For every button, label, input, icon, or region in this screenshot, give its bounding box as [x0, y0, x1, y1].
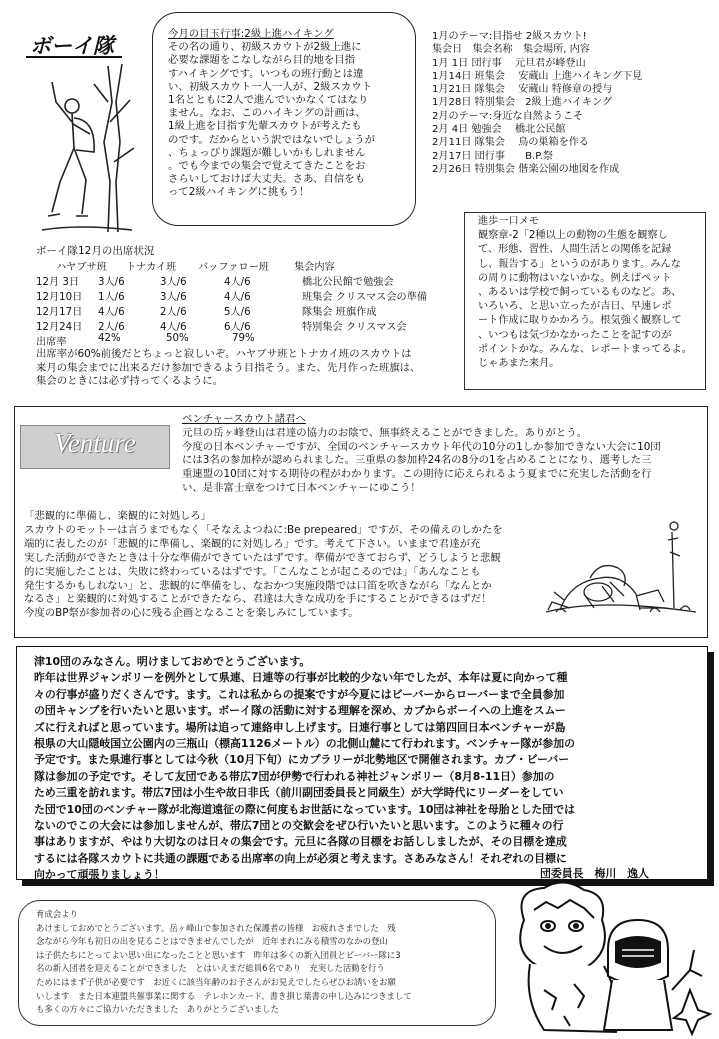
leader-line: の団キャンプを行いたいと思います。ボーイ隊の活動に対する理解を深め、カブからボーイへの上進をスムー — [34, 704, 566, 718]
motto-line: 実した活動ができたときは十分な準備ができていたはずです。準備ができておらず、どうしようと悲観 — [24, 551, 501, 564]
leader-line: 根県の大山隠岐国立公園内の三瓶山（標高1126メートル）の北側山麓にて行われます。ベンチャー隊が参加の — [34, 737, 575, 751]
feature-event-line: 必要な課題をこなしながら目的地を目指 — [168, 54, 356, 67]
leader-signature: 団委員長 梅川 逸人 — [540, 867, 649, 880]
attendance-cell: 4人/6 — [98, 307, 125, 318]
leader-message — [34, 654, 698, 884]
attendance-row — [36, 318, 466, 331]
memo-line: 、いつもは気づかなかったことを記すのが — [478, 329, 672, 341]
attendance-cell: 特別集会 クリスマス会 — [302, 322, 407, 333]
parents-line: ためにはまず子供が必要です お近くに該当年齢のお子さんがお見えでしたらぜひお誘いをお願 — [36, 976, 396, 987]
attendance-cell: 1人/6 — [98, 292, 125, 303]
attendance-cell: 橋北公民館で勉強会 — [302, 277, 394, 288]
attendance-cell: 12月17日 — [36, 307, 83, 318]
feature-event-line: 1名とともに2人で進んでいかなくてはなり — [168, 94, 369, 107]
attendance-cell: 50% — [166, 333, 189, 344]
feature-event-line: すハイキングです。いつもの班行動とは違 — [168, 67, 364, 80]
motto-line: 今度のBP祭が参加者の心に残る企画となることを楽しみにしています。 — [24, 607, 359, 620]
attendance-cell: 79% — [232, 333, 255, 344]
attendance-row — [36, 273, 466, 286]
feature-event-text — [168, 28, 408, 200]
leader-line: 隊は参加の予定です。そして友団である帯広7団が伊勢で行われる神社ジャンボリー（8月8-11日）参加の — [34, 769, 555, 783]
attendance-cell: 班集会 クリスマス会の準備 — [302, 292, 428, 303]
attendance-cell: 3人/6 — [98, 277, 125, 288]
venture-line: には3名の参加枠が認められました。三重県の参加枠24名の8分の1を占めることになり、選考した三 — [182, 454, 652, 467]
memo-line: し、報告する」というのがあります。みんな — [478, 258, 681, 270]
attendance-title: ボーイ隊12月の出席状況 — [36, 245, 155, 257]
attendance-note-line: 出席率が60%前後だとちょっと寂しいぞ。ハヤブサ班とトナカイ班のスカウトは — [36, 348, 412, 360]
attendance-cell: 出席率 — [36, 337, 67, 348]
parents-line: いします また日本連盟共催事業に関する テレホンカード、書き損じ葉書の申し込みにつきまして — [36, 990, 412, 1001]
venture-line: 重連盟の10団に対する期待の程がわかります。この期待に応えられるよう夏までに充実した活動を行 — [182, 468, 652, 481]
motto-message — [24, 510, 544, 621]
schedule-line: 2月26日 特別集会 偕楽公園の地図を作成 — [432, 163, 620, 175]
attendance-col-header: バッファロー班 — [198, 262, 270, 273]
schedule-line: 2月11日 隊集会 鳥の巣箱を作る — [432, 137, 589, 149]
attendance-cell: 4人/6 — [224, 277, 251, 288]
parents-line: も多くの方々にご協力いただきました ありがとうございました — [36, 1004, 279, 1015]
leader-line: 津10団のみなさん。明けましておめでとうございます。 — [34, 655, 311, 668]
boy-scout-title: ボーイ隊 — [30, 30, 114, 60]
schedule-line: 2月17日 団行事 B.P.祭 — [432, 150, 554, 162]
motto-line: スカウトのモットーは言うまでもなく「そなえよつねに:Be prepeared」ですが、その備えのしかたを — [24, 523, 503, 536]
parents-association-message — [36, 908, 488, 1017]
schedule-line: 1月14日 班集会 安蔵山 上進ハイキング下見 — [432, 70, 643, 82]
attendance-cell: 2人/6 — [98, 322, 125, 333]
venture-message — [182, 413, 702, 496]
feature-event-title: 今月の目玉行事:2級上進ハイキング — [168, 28, 334, 40]
feature-event-line: って2級ハイキングに挑もう！ — [168, 186, 310, 199]
parents-title: 育成会より — [36, 909, 78, 919]
feature-event-line: い、初級スカウト一人一人が、2級スカウト — [168, 80, 373, 93]
parents-line: は子供たちにとってよい思い出になったことと思います 昨年は多くの新入団員とビーバー隊に3 — [36, 949, 401, 960]
parents-line: 名の新入団者を迎えることができました とはいえまだ総員6名であり 充実した活動を行う — [36, 963, 385, 974]
feature-event-line: さらいしておけば大丈夫。さあ、自信をも — [168, 173, 366, 186]
schedule-line: 1月21日 隊集会 安蔵山 特修章の授与 — [432, 84, 613, 96]
schedule-line: 2月のテーマ:身近な自然ようこそ — [432, 110, 584, 122]
leader-line: た団で10団のベンチャー隊が北海道遠征の際に何度もお世話になっています。10団は神社を母胎とした団では — [34, 802, 575, 816]
attendance-col-header: ハヤブサ班 — [56, 262, 107, 273]
venture-line: 今度の日本ベンチャーですが、全国のベンチャースカウト年代の10分の1しか参加できない大会に10団 — [182, 440, 661, 453]
memo-line: 観察章-2「2種以上の動物の生態を観察し — [478, 230, 668, 242]
feature-event-line: のです。だからという訳ではないでしょうが — [168, 133, 375, 146]
attendance-cell: 2人/6 — [160, 307, 187, 318]
attendance-row — [36, 303, 466, 316]
progress-memo-text — [478, 215, 702, 371]
memo-line: の周りに動物はいないかな。例えばペット — [478, 272, 672, 284]
feature-event-line: その名の通り、初級スカウトが2級上進に — [168, 41, 362, 54]
attendance-col-header: 集会内容 — [294, 262, 335, 273]
memo-line: ポイントかな。みんな、レポートまってるよ。 — [478, 343, 692, 355]
attendance-note-line: 来月の集会までに出来るだけ参加できるよう目指そう。また、先月作った班旗は、 — [36, 361, 421, 374]
attendance-cell: 4人/6 — [160, 322, 187, 333]
memo-line: て、形態、習性、人間生活との関係を記録 — [478, 244, 672, 256]
feature-event-line: 。でも今までの集会で覚えてきたことをお — [168, 160, 366, 173]
leader-line: 事はありますが、やはり大切なのは日々の集会です。元旦に各隊の目標をお話ししましたが、その目標を達成 — [34, 835, 567, 849]
attendance-cell: 3人/6 — [160, 292, 187, 303]
attendance-note — [36, 348, 456, 389]
schedule-line: 2月 4日 勉強会 橋北公民館 — [432, 124, 566, 136]
monthly-schedule — [432, 30, 702, 176]
attendance-cell: 12月24日 — [36, 322, 83, 333]
attendance-cell: 3人/6 — [160, 277, 187, 288]
attendance-header — [36, 258, 456, 271]
attendance-cell: 42% — [98, 333, 121, 344]
attendance-cell: 4人/6 — [224, 292, 251, 303]
attendance-cell: 12月 3日 — [36, 277, 80, 288]
leader-line: ため三重を訪れます。帯広7団は小生や故日非氏（前川副団委員長と同級生）が大学時代にリーダーをしてい — [34, 786, 564, 800]
attendance-note-line: 集会のときには必ず持ってくるように。 — [36, 375, 224, 388]
venture-title: ベンチャースカウト諸君へ — [182, 413, 306, 425]
leader-line: ないのでこの大会には参加しませんが、帯広7団との交歓会をぜひ行いたいと思います。このように種々の行 — [34, 819, 564, 833]
motto-line: 的に実施したことは、失敗に終わっているはずです。「こんなことが起こるのでは」「あんなことも — [24, 565, 481, 578]
schedule-line: 1月のテーマ:目指せ 2級スカウト! — [432, 31, 587, 42]
leader-line: 予定です。また県連行事としては今秋（10月下旬）にカプラリーが北勢地区で開催されます。カブ・ビーバー — [34, 753, 570, 767]
attendance-rate-row — [36, 333, 466, 346]
leader-line: ズに行えればと思っています。場所は追って連絡申し上げます。日連行事としては第四回日本ベンチャーが島 — [34, 720, 566, 734]
leader-line: 昨年は世界ジャンボリーを例外として県連、日連等の行事が比較的少ない年でしたが、本年は夏に向かって種 — [34, 671, 568, 685]
attendance-col-header: トナカイ班 — [126, 262, 177, 273]
memo-line: 、あるいは学校で飼っているものなど。あ、 — [478, 287, 682, 299]
leader-line: 向かって頑張りましょう！ — [34, 868, 165, 882]
attendance-cell: 5人/6 — [224, 307, 251, 318]
venture-line: 元旦の岳ヶ峰登山は君達の協力のお陰で、無事終えることができました。ありがとう。 — [182, 426, 588, 439]
memo-line: いろいろ、と思い立ったが吉日、早速レポ — [478, 301, 672, 313]
memo-line: ート作成に取りかかろう。根気強く観察して — [478, 315, 682, 327]
schedule-line: 1月 1日 団行事 元旦君が峰登山 — [432, 57, 586, 69]
parents-line: あけましておめでとうございます。岳ヶ峰山で参加された保護者の皆様 お疲れさまでした 残 — [36, 922, 396, 933]
feature-event-line: ません。なお、このハイキングの計画は、 — [168, 107, 366, 120]
progress-memo-title: 進歩一口メモ — [478, 216, 540, 227]
schedule-line: 集会日 集会名称 集会場所, 内容 — [432, 44, 590, 56]
motto-line: なるさ」と楽観的に対処することができたなら、君達は大きな成功を手にすることができるはずだ！ — [24, 593, 492, 606]
motto-line: 発生するかもしれない」と、悲観的に準備をし、なおかつ実施段階では口笛を吹きながら「なんとか — [24, 579, 492, 592]
hiker-illustration-icon — [38, 62, 136, 234]
resting-scout-illustration-icon — [540, 512, 700, 620]
leader-line: するには各隊スカウトに共通の課題である出席率の向上が必須と考えます。さあみなさん！それぞれの目標に — [34, 851, 567, 865]
feature-event-line: 、ちょっぴり課題が難しいかもしれません — [168, 146, 366, 159]
motto-title: 「悲観的に準備し、楽観的に対処しろ」 — [24, 510, 212, 522]
leader-line: 々の行事が盛りだくさんです。ます。これは私からの提案ですが今夏にはビーバーからローバーまで全員参加 — [34, 687, 565, 701]
attendance-cell: 隊集会 班旗作成 — [302, 307, 377, 318]
attendance-row — [36, 288, 466, 301]
memo-line: じゃあまた来月。 — [478, 358, 560, 370]
venture-logo: Venture — [54, 428, 136, 458]
parents-line: 念ながら今年も初日の出を見ることはできませんでしたが 近年まれにみる積雪のなかの登山 — [36, 936, 388, 947]
attendance-cell: 6人/6 — [224, 322, 251, 333]
feature-event-line: 1級上進を目指す先輩スカウトが考えたも — [168, 120, 362, 133]
schedule-line: 1月28日 特別集会 2級上進ハイキング — [432, 97, 612, 109]
venture-line: い、是非富士章をつけて日本ベンチャーにゆこう！ — [182, 481, 421, 494]
attendance-cell: 12月10日 — [36, 292, 83, 303]
mascot-characters-icon — [504, 880, 714, 1038]
motto-line: 端的に表したのが「悲観的に準備し、楽観的に対処しろ」です。考えて下さい。いままで君達が充 — [24, 537, 481, 550]
